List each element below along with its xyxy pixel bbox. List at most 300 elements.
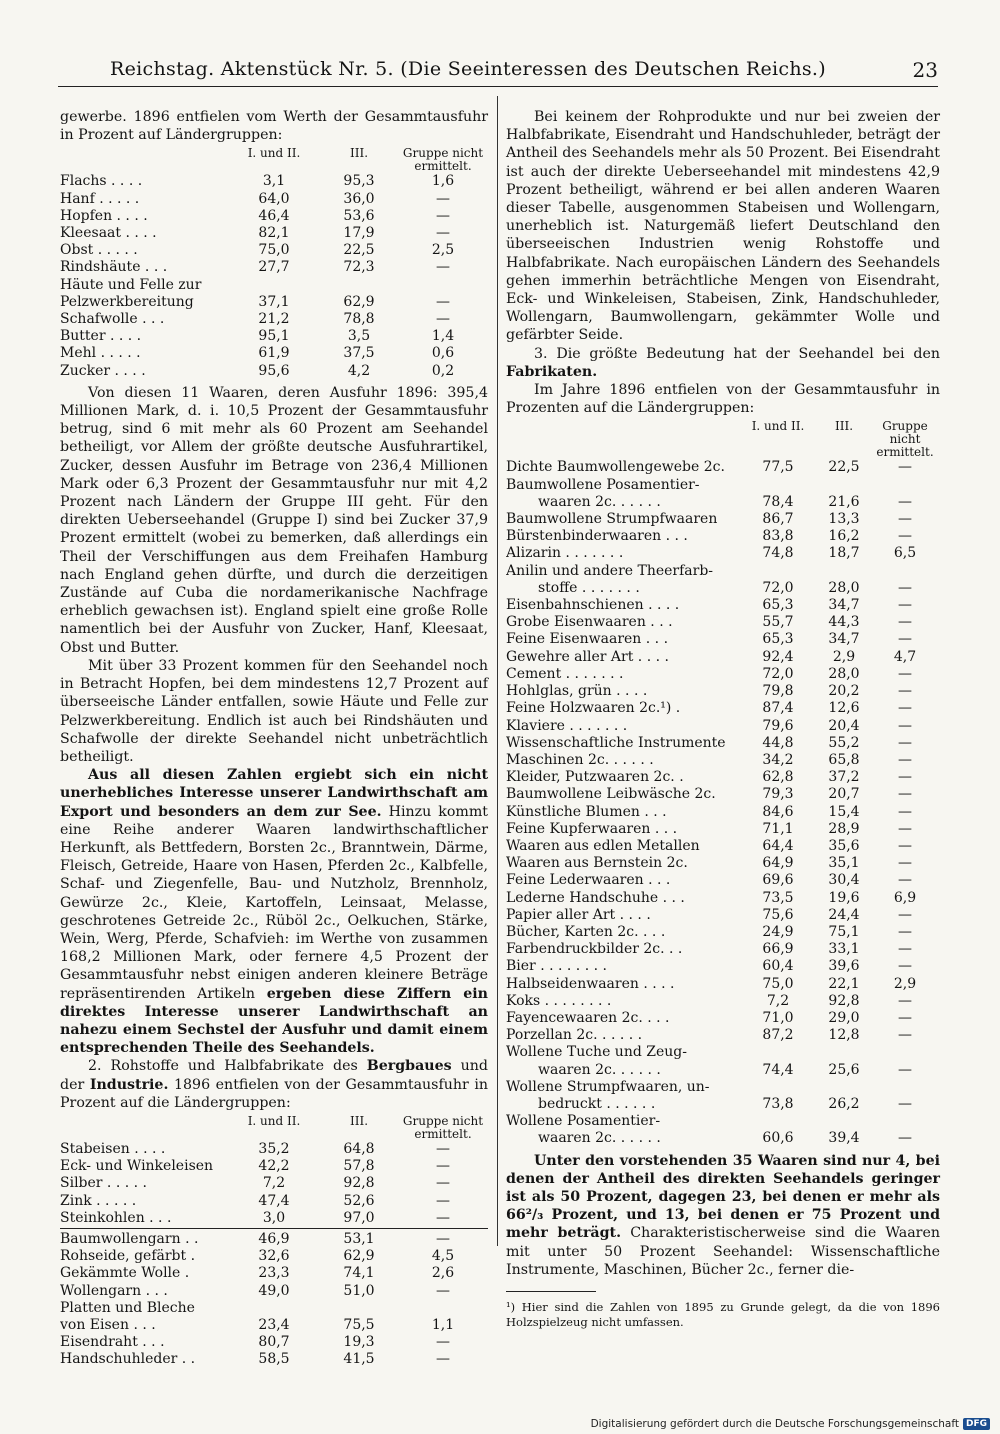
table-row [506, 1010, 940, 1027]
row-value-3: — [898, 734, 912, 751]
row-label: Zucker . . . . [60, 362, 146, 379]
row-value-1: 80,7 [258, 1334, 290, 1351]
row-value-1: 95,6 [258, 362, 290, 379]
row-value-1: 72,0 [762, 579, 794, 596]
row-value-2: 22,1 [828, 975, 860, 992]
row-value-3: 4,5 [431, 1248, 455, 1265]
bold-term: Industrie. [89, 1076, 169, 1093]
table-body-bottom [60, 1231, 488, 1369]
row-label: Rohseide, gefärbt . [60, 1248, 196, 1265]
row-value-2: 52,6 [343, 1192, 375, 1209]
row-value-2: 97,0 [343, 1209, 375, 1226]
row-label: Eck- und Winkeleisen [60, 1158, 214, 1175]
row-value-2 [320, 1300, 398, 1317]
table-body [60, 173, 488, 379]
row-value-2: 22,5 [828, 459, 860, 476]
row-value-3 [398, 1300, 488, 1317]
row-value-3: — [898, 1061, 912, 1078]
row-value-2: 39,6 [828, 958, 860, 975]
footnote: ¹) Hier sind die Zahlen von 1895 zu Grunde gelegt, da die von 1896 Holzspielzeug nicht umfassen. [506, 1300, 940, 1329]
row-value-2: 34,7 [828, 597, 860, 614]
row-value-3: 0,6 [431, 345, 455, 362]
right-paragraph-4 [506, 1152, 940, 1279]
row-label: Hohlglas, grün . . . . [506, 683, 648, 700]
table-row [506, 786, 940, 803]
row-label: Zink . . . . . [60, 1192, 137, 1209]
row-label: Rindshäute . . . [60, 259, 168, 276]
row-label: Gewehre aller Art . . . . [506, 648, 669, 665]
table-row [506, 1079, 940, 1096]
right-paragraph-1: Bei keinem der Rohprodukte und nur bei zweien der Halbfabrikate, Eisendraht und Handschuhleder, beträgt der Antheil des Seehandels mehr als 50 Prozent. Bei Eisendraht ist auch der direkte Ueberseehandel mit mindestens 42,9 Prozent betheiligt, während er bei allen anderen Waaren dieser Tabelle, ausgenommen Stabeisen und Wollengarn, unerheblich ist. Naturgemäß liefert Deutschland den überseeischen Industrien wenig Rohstoffe und Halbfabrikate. Nach europäischen Ländern des Seehandels gehen immerhin beträchtliche Mengen von Eisendraht, Eck- und Winkeleisen, Stabeisen, Zink, Handschuhleder, Wollengarn, Baumwollengarn, gekämmter Wolle und gefärbter Seide. [506, 109, 940, 344]
row-value-1: 35,2 [258, 1140, 290, 1157]
right-paragraph-2 [506, 345, 940, 381]
paragraph-text: und der [60, 1058, 488, 1093]
table-row [60, 259, 488, 276]
table-row [506, 649, 940, 666]
row-value-2: 62,9 [343, 293, 375, 310]
row-value-3: — [898, 1130, 912, 1147]
table-row [60, 1193, 488, 1210]
table-row [60, 173, 488, 190]
row-value-2: 30,4 [828, 872, 860, 889]
row-value-2: 21,6 [828, 493, 860, 510]
row-value-2: 37,2 [828, 769, 860, 786]
running-header [58, 56, 938, 87]
row-value-3: — [436, 1334, 450, 1351]
column-divider [497, 96, 498, 1246]
row-label: Flachs . . . . [60, 173, 143, 190]
table-row [60, 208, 488, 225]
table-row [60, 345, 488, 362]
table-row [506, 459, 940, 476]
row-value-1: 58,5 [258, 1351, 290, 1368]
credit-text: Digitalisierung gefördert durch die Deutsche Forschungsgemeinschaft [590, 1418, 959, 1430]
row-label: Anilin und andere Theerfarb- [506, 562, 714, 579]
row-value-3: — [898, 803, 912, 820]
row-value-1: 65,3 [762, 631, 794, 648]
row-value-1 [738, 1113, 818, 1130]
dfg-logo: DFG [963, 1418, 990, 1430]
table-row [60, 1210, 488, 1227]
table-row [506, 993, 940, 1010]
row-value-1: 84,6 [762, 803, 794, 820]
row-value-3 [398, 277, 488, 294]
row-value-2: 35,1 [828, 855, 860, 872]
row-value-1: 73,5 [762, 889, 794, 906]
row-value-2: 65,8 [828, 751, 860, 768]
row-value-3: — [436, 1209, 450, 1226]
row-value-1: 83,8 [762, 528, 794, 545]
row-value-2: 20,7 [828, 786, 860, 803]
table-row [506, 1044, 940, 1061]
row-label: Kleesaat . . . . [60, 225, 157, 242]
row-value-1: 7,2 [262, 1175, 286, 1192]
row-value-3: — [898, 941, 912, 958]
col-head-2: III. [349, 1113, 369, 1128]
table-row [506, 941, 940, 958]
row-value-2: 95,3 [343, 173, 375, 190]
table-row [506, 1062, 940, 1079]
table-row [506, 976, 940, 993]
row-value-3: — [898, 786, 912, 803]
row-value-2: 16,2 [828, 528, 860, 545]
col-head-3: Gruppe nicht ermittelt. [402, 146, 484, 174]
row-label: Gekämmte Wolle . [60, 1265, 190, 1282]
row-label: Bürstenbinderwaaren . . . [506, 528, 688, 545]
table-agriculture [60, 147, 488, 379]
table-header [60, 1115, 488, 1141]
row-value-2: 64,8 [343, 1140, 375, 1157]
row-value-3: 2,9 [893, 975, 917, 992]
row-value-3: — [898, 872, 912, 889]
row-label: Baumwollene Leibwäsche 2c. [506, 786, 716, 803]
table-row [60, 1231, 488, 1248]
row-value-3: — [898, 528, 912, 545]
col-head-1: I. und II. [247, 146, 301, 161]
row-label: Alizarin . . . . . . . [506, 545, 624, 562]
row-label: Kleider, Putzwaaren 2c. . [506, 769, 684, 786]
row-label: Waaren aus Bernstein 2c. [506, 855, 688, 872]
row-label: waaren 2c. . . . . . [538, 493, 661, 510]
table-row [60, 328, 488, 345]
row-value-3: 4,7 [893, 648, 917, 665]
paragraph-text: Hinzu kommt eine Reihe anderer Waaren landwirthschaftlicher Herkunft, als Bettfedern, Borsten 2c., Branntwein, Därme, Fleisch, Getreide, Haare von Hasen, Pferden 2c., Kalbfelle, Schaf- und Ziegenfelle, Bau- und Nutzholz, Brennholz, Gewürze 2c., Kleie, Kartoffeln, Leinsaat, Melasse, geschrotenes Getreide 2c., Rüböl 2c., Oelkuchen, Stärke, Wein, Werg, Pferde, Schafvieh: im Werthe von zusammen 168,2 Millionen Mark, oder fernere 4,5 Prozent der Gesammtausfuhr nebst einigen anderen kleinere Beträge repräsentirenden Artikeln [60, 803, 488, 1002]
row-value-1: 75,0 [762, 975, 794, 992]
row-value-2: 62,9 [343, 1248, 375, 1265]
row-value-1: 74,8 [762, 545, 794, 562]
row-value-2: 29,0 [828, 1009, 860, 1026]
row-label: Eisendraht . . . [60, 1334, 165, 1351]
row-label: von Eisen . . . [60, 1317, 156, 1333]
table-row [60, 311, 488, 328]
row-value-3: — [898, 579, 912, 596]
bold-statement-2: ergeben diese Ziffern ein direktes Interesse unserer Landwirthschaft an nahezu einem Sechstel der Ausfuhr und damit einem entsprechenden Theile des Seehandels. [60, 985, 488, 1057]
row-value-3: 2,5 [431, 242, 455, 259]
row-value-1: 3,0 [262, 1209, 286, 1226]
row-label: stoffe . . . . . . . [538, 579, 640, 596]
row-label: Koks . . . . . . . . [506, 992, 612, 1009]
bold-term: Fabrikaten. [506, 363, 598, 380]
row-value-1: 66,9 [762, 941, 794, 958]
row-value-2: 55,2 [828, 734, 860, 751]
table-row [60, 191, 488, 208]
row-value-1: 55,7 [762, 614, 794, 631]
table-row [506, 580, 940, 597]
row-value-1: 60,4 [762, 958, 794, 975]
row-value-1: 62,8 [762, 769, 794, 786]
row-value-1: 75,6 [762, 906, 794, 923]
row-value-2: 13,3 [828, 511, 860, 528]
table-row [60, 242, 488, 259]
col-head-3: Gruppe nicht ermittelt. [402, 1113, 484, 1141]
col-head-2: III. [834, 419, 854, 434]
row-value-3 [870, 1113, 940, 1130]
row-value-1: 61,9 [258, 345, 290, 362]
row-label: Bier . . . . . . . . [506, 958, 607, 975]
row-value-2 [818, 1113, 870, 1130]
table-row [506, 838, 940, 855]
table-row [506, 855, 940, 872]
row-label: Maschinen 2c. . . . . . [506, 751, 654, 768]
row-value-3: 0,2 [431, 362, 455, 379]
table-row [506, 907, 940, 924]
row-label: Waaren aus edlen Metallen [506, 837, 700, 854]
row-label: Wollene Posamentier- [506, 1113, 661, 1130]
left-column [60, 108, 488, 1373]
row-value-3: — [436, 259, 450, 276]
row-value-2: 78,8 [343, 311, 375, 328]
row-value-1: 21,2 [258, 311, 290, 328]
table-row [60, 294, 488, 311]
row-label: Wollengarn . . . [60, 1282, 168, 1299]
table-row [60, 1265, 488, 1282]
row-value-3: — [898, 614, 912, 631]
row-value-3: — [436, 1175, 450, 1192]
row-value-2 [818, 1044, 870, 1061]
row-value-3: — [898, 459, 912, 476]
row-value-2: 35,6 [828, 837, 860, 854]
header-title: Reichstag. Aktenstück Nr. 5. (Die Seeinteressen des Deutschen Reichs.) [110, 58, 826, 80]
row-value-3: — [898, 511, 912, 528]
row-value-2: 22,5 [343, 242, 375, 259]
row-label: Baumwollengarn . . [60, 1230, 199, 1247]
row-value-1: 75,0 [258, 242, 290, 259]
row-value-1 [738, 477, 818, 494]
footnote-rule [506, 1291, 596, 1292]
row-value-3: — [898, 665, 912, 682]
table-row [506, 1096, 940, 1113]
row-value-3: — [436, 1230, 450, 1247]
row-value-3: — [898, 683, 912, 700]
row-value-3: — [898, 1095, 912, 1112]
right-column [506, 108, 940, 1330]
row-value-1 [738, 1079, 818, 1096]
row-value-2: 72,3 [343, 259, 375, 276]
row-value-3: 1,1 [431, 1317, 455, 1333]
row-value-3 [870, 1079, 940, 1096]
table-row [506, 700, 940, 717]
table-row [60, 225, 488, 242]
row-value-3: — [436, 1282, 450, 1299]
row-value-3: — [436, 207, 450, 224]
row-label: Schafwolle . . . [60, 311, 165, 328]
row-value-2 [818, 563, 870, 580]
row-value-1: 34,2 [762, 751, 794, 768]
page-number: 23 [912, 58, 938, 82]
table-header [506, 420, 940, 459]
row-value-1: 73,8 [762, 1095, 794, 1112]
row-label: Hanf . . . . . [60, 190, 140, 207]
table-row [60, 363, 488, 380]
row-value-2: 74,1 [343, 1265, 375, 1282]
row-value-1: 37,1 [258, 293, 290, 310]
row-value-1: 87,4 [762, 700, 794, 717]
paragraph-text: 3. Die größte Bedeutung hat der Seehandel bei den [534, 345, 940, 362]
table-manufactures [506, 420, 940, 1147]
row-value-3: — [898, 820, 912, 837]
row-value-2: 33,1 [828, 941, 860, 958]
table-row [506, 631, 940, 648]
row-label: Dichte Baumwollengewebe 2c. [506, 459, 725, 476]
row-label: Pelzwerkbereitung [60, 293, 194, 310]
row-value-1 [738, 1044, 818, 1061]
row-value-1: 95,1 [258, 328, 290, 345]
row-value-2 [818, 1079, 870, 1096]
table-row [506, 752, 940, 769]
row-value-1: 46,9 [258, 1230, 290, 1247]
table-raw-materials [60, 1115, 488, 1369]
row-value-2: 37,5 [343, 345, 375, 362]
row-label: Eisenbahnschienen . . . . [506, 597, 680, 614]
row-value-3: — [898, 923, 912, 940]
row-label: Porzellan 2c. . . . . . [506, 1027, 643, 1044]
right-paragraph-3: Im Jahre 1896 entfielen von der Gesammtausfuhr in Prozenten auf die Ländergruppen: [506, 382, 940, 417]
row-value-2: 19,6 [828, 889, 860, 906]
row-value-1: 27,7 [258, 259, 290, 276]
row-value-1: 78,4 [762, 493, 794, 510]
row-value-2: 28,9 [828, 820, 860, 837]
row-value-2: 39,4 [828, 1130, 860, 1147]
row-value-2: 17,9 [343, 225, 375, 242]
left-paragraph-1: Von diesen 11 Waaren, deren Ausfuhr 1896: 395,4 Millionen Mark, d. i. 10,5 Prozent der Gesammtausfuhr betrug, sind 6 mit mehr als 60 Prozent am Seehandel betheiligt, vor Allem der größte deutsche Ausfuhrartikel, Zucker, dessen Ausfuhr im Betrage von 236,4 Millionen Mark oder 6,3 Prozent der Gesammtausfuhr nur mit 4,2 Prozent nach Ländern der Gruppe III geht. Für den direkten Ueberseehandel (Gruppe I) sind bei Zucker 37,9 Prozent ermittelt (wobei zu bemerken, daß allerdings ein Theil der Verschiffungen aus dem Freihafen Hamburg nach England gehen dürfte, und durch die derzeitigen Zustände auf Cuba die nordamerikanische Nachfrage erheblich gewachsen ist). England spielt eine große Rolle namentlich bei der Ausfuhr von Zucker, Hanf, Kleesaat, Obst und Butter. [60, 384, 488, 656]
left-paragraph-4 [60, 1057, 488, 1112]
row-value-2: 15,4 [828, 803, 860, 820]
row-label: Feine Holzwaaren 2c.¹) . [506, 700, 681, 717]
row-value-3: 2,6 [431, 1265, 455, 1282]
row-value-1: 60,6 [762, 1130, 794, 1147]
row-value-2: 92,8 [343, 1175, 375, 1192]
row-value-1: 64,9 [762, 855, 794, 872]
row-value-3: — [898, 493, 912, 510]
left-paragraph-2: Mit über 33 Prozent kommen für den Seehandel noch in Betracht Hopfen, bei dem mindestens 12,7 Prozent auf überseeische Länder entfallen, sowie Häute und Felle zur Pelzwerkbereitung. Endlich ist auch bei Rindshäuten und Schafwolle der direkte Seehandel nicht unbeträchtlich betheiligt. [60, 657, 488, 765]
row-value-1: 71,0 [762, 1009, 794, 1026]
table-row [506, 477, 940, 494]
table-row [506, 958, 940, 975]
row-value-2: 51,0 [343, 1282, 375, 1299]
row-value-3: — [898, 751, 912, 768]
table-row [506, 924, 940, 941]
table-body [506, 459, 940, 1147]
row-label: Feine Kupferwaaren . . . [506, 820, 678, 837]
row-label: Bücher, Karten 2c. . . . [506, 923, 666, 940]
table-row [506, 1113, 940, 1130]
row-value-1: 79,3 [762, 786, 794, 803]
row-label: Feine Eisenwaaren . . . [506, 631, 669, 648]
table-row [506, 718, 940, 735]
row-value-2: 18,7 [828, 545, 860, 562]
row-value-2: 20,2 [828, 683, 860, 700]
row-value-3: — [898, 1027, 912, 1044]
row-value-3: — [898, 992, 912, 1009]
row-value-1: 74,4 [762, 1061, 794, 1078]
row-value-1: 65,3 [762, 597, 794, 614]
row-value-2: 34,7 [828, 631, 860, 648]
row-value-3 [870, 477, 940, 494]
row-value-1: 23,4 [258, 1317, 290, 1333]
row-value-1: 77,5 [762, 459, 794, 476]
row-label: waaren 2c. . . . . . [538, 1130, 661, 1147]
row-value-2: 44,3 [828, 614, 860, 631]
row-value-3: — [436, 1192, 450, 1209]
row-value-3: — [898, 717, 912, 734]
paragraph-text: 2. Rohstoffe und Halbfabrikate des [88, 1058, 358, 1075]
row-label: Künstliche Blumen . . . [506, 803, 667, 820]
row-value-2: 26,2 [828, 1095, 860, 1112]
left-intro: gewerbe. 1896 entfielen vom Werth der Gesammtausfuhr in Prozent auf Ländergruppen: [60, 109, 488, 144]
row-value-1: 42,2 [258, 1158, 290, 1175]
row-value-3: 6,9 [893, 889, 917, 906]
row-value-2: 53,1 [343, 1230, 375, 1247]
row-value-3: — [898, 769, 912, 786]
table-row [506, 666, 940, 683]
table-row [506, 821, 940, 838]
table-row [506, 511, 940, 528]
row-value-2: 24,4 [828, 906, 860, 923]
row-label: Stabeisen . . . . [60, 1140, 166, 1157]
row-value-1: 86,7 [762, 511, 794, 528]
row-value-3: — [898, 700, 912, 717]
table-row [60, 1317, 488, 1334]
table-row [506, 614, 940, 631]
table-row [506, 683, 940, 700]
row-value-1: 49,0 [258, 1282, 290, 1299]
row-value-2: 28,0 [828, 665, 860, 682]
col-head-3: Gruppe nicht ermittelt. [876, 419, 934, 460]
row-value-3 [870, 1044, 940, 1061]
row-value-1: 82,1 [258, 225, 290, 242]
row-value-1 [228, 1300, 320, 1317]
table-row [506, 872, 940, 889]
row-label: Baumwollene Strumpfwaaren [506, 511, 718, 528]
row-value-3: — [898, 597, 912, 614]
table-row [506, 563, 940, 580]
row-value-3: — [436, 311, 450, 328]
table-header [60, 147, 488, 173]
table-row [60, 1283, 488, 1300]
row-value-1: 32,6 [258, 1248, 290, 1265]
table-row [60, 1248, 488, 1265]
row-value-3: — [898, 1009, 912, 1026]
row-value-1: 46,4 [258, 207, 290, 224]
row-value-2: 19,3 [343, 1334, 375, 1351]
row-value-2: 41,5 [343, 1351, 375, 1368]
row-value-2: 75,1 [828, 923, 860, 940]
table-row [506, 528, 940, 545]
row-label: Fayencewaaren 2c. . . . [506, 1009, 670, 1026]
row-value-1 [738, 563, 818, 580]
row-label: Papier aller Art . . . . [506, 906, 651, 923]
row-label: Farbendruckbilder 2c. . . [506, 941, 683, 958]
table-row [60, 1158, 488, 1175]
row-value-3 [870, 563, 940, 580]
row-value-1: 7,2 [766, 992, 790, 1009]
paragraph-text: Charakteristischerweise sind die Waaren mit unter 50 Prozent Seehandel: Wissenschaftliche Instrumente, Maschinen, Bücher 2c., ferner die- [506, 1225, 940, 1278]
table-row [60, 1300, 488, 1317]
row-value-2: 53,6 [343, 207, 375, 224]
row-value-2: 75,5 [343, 1317, 375, 1333]
row-label: Cement . . . . . . . [506, 665, 624, 682]
row-label: Wissenschaftliche Instrumente [506, 734, 726, 751]
row-value-1: 44,8 [762, 734, 794, 751]
row-value-2: 57,8 [343, 1158, 375, 1175]
bold-term: Bergbaues [366, 1058, 452, 1075]
table-row [506, 597, 940, 614]
row-value-1: 72,0 [762, 665, 794, 682]
table-row [506, 1027, 940, 1044]
row-value-3: — [436, 1140, 450, 1157]
table-row [506, 1130, 940, 1147]
row-label: Wollene Strumpfwaaren, un- [506, 1078, 710, 1095]
